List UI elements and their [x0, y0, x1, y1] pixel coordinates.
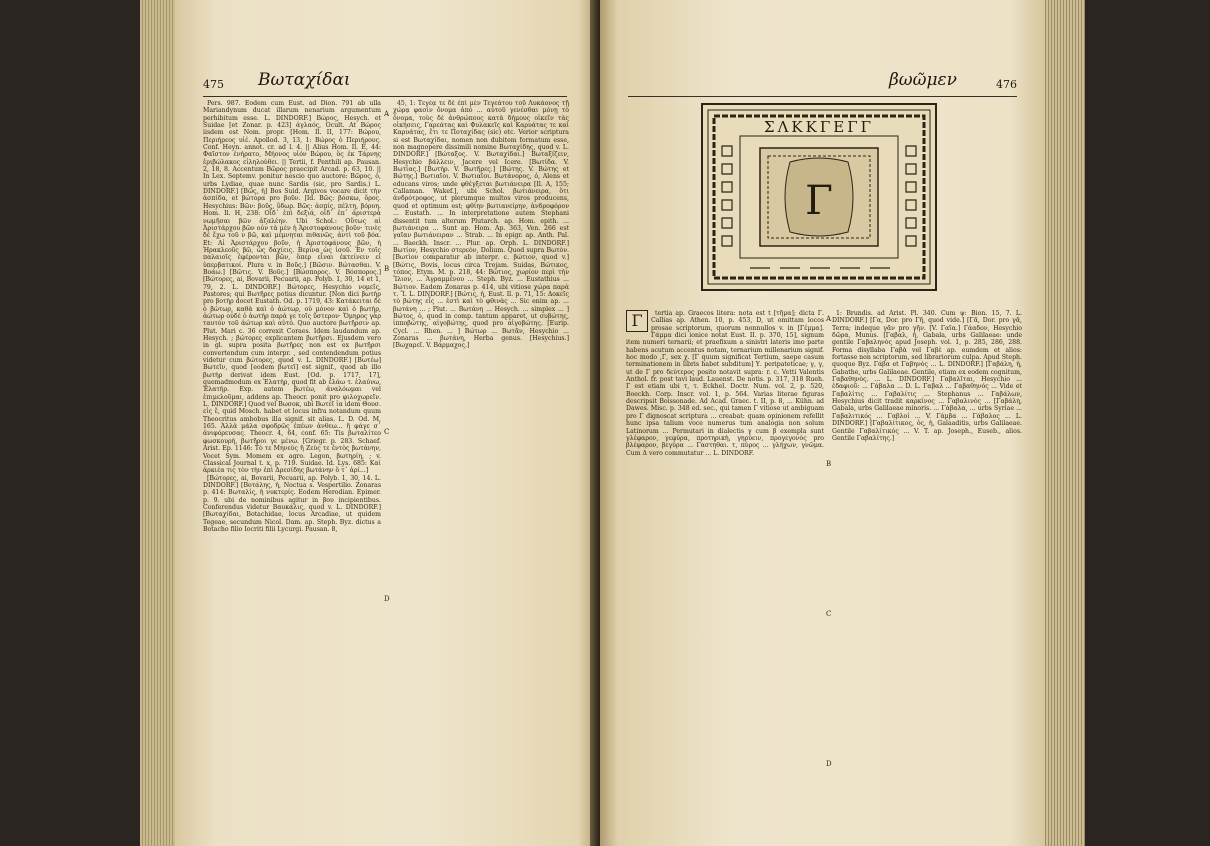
- vignette-initial: Γ: [805, 178, 833, 224]
- left-page-header: [203, 72, 567, 97]
- right-running-head: βωῶμεν: [888, 70, 957, 90]
- left-margin-letter-a: A: [384, 110, 390, 118]
- right-column-1: [626, 310, 824, 800]
- left-page: [175, 0, 595, 846]
- left-column-2-text: 45, 1: Τεγέᾳ τε δὲ ἐπὶ μὲν Τεγεάτου τοῦ Λυκάονος τῇ χώρᾳ φασὶν ὄνομα ἀπὸ ... αὐτοῦ γενέσθαι μόνῃ τὸ ὄνομα, τοὺς δὲ ἀνθρώπους κατὰ δήμους οἰκεῖν τὰς οἰκήσεις, Γαρεάτας καὶ Φυλακεῖς καὶ Καρυάτας τε καὶ Καρυάτας, ἔτι τε Ποταχίδας (sic) etc. Verior scriptura si est Βωταχίδαι, nomen non dubitem formatum esse, non magnopere dissimili nomine Βωταχίδης, quod v. L. DINDORF.] [Βώταξος. V. Βωταχίδαι.] Βωταξίζειν, Hesychio βάλλειν, Jacere vel Icere. [Βωτίδα. V. Βωτίας.] [Βωτήρ. V. Βωτῆρες.] [Βώτης. V. Βώτης et Βώτης.] Βωτιαῖοι. V. Βωτιαῖοι. Βωτάνορος, ὁ, Alens et educans viros; unde φθέγξεται βωτιάνειρα [Il. A, 155; Callaman. Wakef.], ubi Schol. βωτιάνειρα, ὅτι ἀνδρότροφος, ut plerumque multos viros producens, quod et optimum est; φθίην βωτιανείρην, ἀνδροφόρον ... Eustath. ... In interpretatione autem Stephani dissentit tum alterum Plutarch. ap. Hom. epith. ... βωτιάνειρα ... Sunt ap. Hom. Ap. 363, Ven. 266 est γαῖαν βωτιάνειραν ... Strab. ... In epigr. ap. Anth. Pal. ... Baeckh. Inscr. ... Plur. ap. Orph. L. DINDORF.] Βωτίον, Hesychio στερεὸν, Dolium. Quod supra Βωτὸν. [Βωτὶον comparatur ab interpr. c. βώτιον, quod v.] [Βώτις, Bovis, locus circa Trojam. Suidas, Βώτικος, τόπος. Etym. M. p. 218, 44: Βώτιος, χωρίον περὶ τὴν Ἴλιον, ... Ἀγραμμένου ... Steph. Byz. ... Eustathius ... Βώτιον. Eadem Zonaras p. 414, ubi vitiose χώρα παρὰ τ. Ἴ. L. DINDORF.] [Βώτις, ἡ, Eust. Il. p. 71, 15: Δοκεῖς τὸ βώτης εἶς ... ἐστὶ καὶ τὸ φθινὰς ... Sic enim ap. ... βωτάνη ... ; Plut. ... Βωτάνη ... Hesych. ... simplex ... ] Βώτος, ὁ, quod in comp. tantum apparet, ut συβώτης, ἱπποβώτης, αἰγοβώτης, quod pro αἰγοβώτης. [Eurip. Cycl. ... Rhen. ... ] Βώτωρ ... Βωτᾶν, Hesychio ... Zonaras ... βωτάνη, Herba genus. [Hesychius.] [Βωχαρεῖ. V. Βάρμαχος.]: [393, 100, 569, 350]
- right-margin-letter-c: C: [826, 610, 832, 618]
- right-margin-letter-b: B: [826, 460, 832, 468]
- left-column-1: [203, 100, 381, 800]
- right-column-2: [832, 310, 1022, 800]
- right-page-header: [628, 72, 1017, 97]
- left-column-1-tail: [Βώτορες, ai, Bovarii, Pecuarii, ap. Polyb. 1, 30, 14. L. DINDORF.] [Βοτάλης, ἡ, Noctua s. Vespertilio. Zonaras p. 414: Βωταλίς, ἡ νυκτερίς. Eodem Herodian. Epimer. p. 9. ubi de nominibus agitur in βου incipientibus. Conferendus videtur Βαυκάλις, quod v. L. DINDORF.] [Βωταχίδαι, Botachidae, locus Arcadiae, ut quidem Tegeae, secundum Nicol. Dam. ap. Steph. Byz. dictus a Botacho filio Iocriti filii Lycurgi. Pausan. 8,: [203, 474, 381, 533]
- left-margin-letter-b: B: [384, 265, 390, 273]
- right-page: [600, 0, 1045, 846]
- left-margin-letter-d: D: [384, 595, 390, 603]
- right-page-edges: [1040, 0, 1085, 846]
- ornamental-vignette: [700, 102, 938, 292]
- left-margin-letter-c: C: [384, 428, 390, 436]
- right-column-1-text: tertia ap. Graecos litera: nota est t [τῆμα]; dicta Γ. Callias ap. Athen. 10, p. 453, D, ut omittam locos prosae scriptorum, quorum nonnullos v. in [Γέμμα]. Γάμμα dici ionice notat Eust. II. p. 370, 15], signum item numeri ternarii; et praefixum a sinistri lateris imo parte habens acutum accentus notam, ternarium millenarium signif. hoc modo ,Γ, sex χ. [Γ quum significat Tertium, saepe casum terminationem in libris habet subditum] Υ. peripateticae; γ, γ, ut de Γ pro δεύτερος posito notavit supra: r. c. Vetti Valentis Anthol. fr. post tavi laud. Lauenst. De notis. p. 317, 318 Rueh. Γ est etiam ubi τ, τ. Eckhel. Doctr. Num. vol. 2, p. 520, Boeckh. Corp. Inscr. vol. 1, p. 564. Varias literae figuras descripsit Boissonade. Ad Acad. Graec. t. II, p. 8, ... Kühn. ad Dawes. Misc. p. 348 ed. sec., qui tamen Γ vitiose ut ambiguam pro Γ dignoscat scriptura ... creabat: quam opinionem refellit hunc ipsa talium voce numerus tum analogia non solum Latinorum ... Permutari in dialectis γ cum β exempla sunt γλέφαρον, γεφύρα, προτηρικὴ, γηρύειν, προγεγονὸς pro βλέφαρον, βεγύρα ... Γαστηθαι. τ, πύρος ... γλήχων, γνῶμα. Cum Δ vero commutatur ... L. DINDORF.: [626, 310, 824, 457]
- left-column-1-text: Pers. 987. Eodem cum Eust. ad Dion. 791 ab ulla Mariandynum ducat illarum nenarium argumentum perhibitum esse. L. DINDORF.] Βώρος, Hesych. et Suidae [et Zonar. p. 423] ἀγλαός, Ocult. At Βώρος iisdem est Nom. propr. [Hom. Il. II, 177: Βώρου, Περιήρεος υἱέ. Apollod. 3, 13, 1: Βώρος ὁ Περιήρους. Conf. Heyn. annot. cr. ad l. 4. || Alius Hom. Il. E, 44: Φαῖστον ἐνήρατο, Μήονος υἱόν Βώρου, ὃς ἐκ Τάρνης ἐριβώλακος εἰληλούθει. || Tertii, f. Penthili ap. Pausan. 2, 18, 8. Accentum Βῶρος praecipit Arcad. p. 63, 10. || In Lex. Septemv. ponitur nescio quo auctore: Βῶρος, ὁ, urbs Lydiae, quae nunc Sardis (sic, pro Sardis.) L. DINDORF.] [Βῶς, ἡ] Bos Suid. Argivos vocare dicit τὴν ἀσπίδα, et βώτορα pro βοῦν. [Id. Βῶς: βόσκω, ὄρος. Hesychius: Βῶν: βοῦς, ὕδωρ. Βῶς: ἀσπίς, πέλτη, βόρυη. Hom. Il. H, 238: Οἶδ᾽ ἐπὶ δεξιά, οἶδ᾽ ἐπ᾽ ἀριστερὰ νωμῆσαι βῶν ἀζαλέην. Ubi Schol.: Οὕτως αἱ Ἀριστάρχου βῶν οὐν τὰ μὲν ἡ Ἀριστοφάνους βοῦν· τινὲς δὲ ἔχω τοῦ ν βῶ, καὶ μέμνηται πιθανῶς, ἀντὶ τοῦ βόα. Et: Αἱ Ἀριστάρχου βοῦν, ἡ Ἀριστοφάνους βῶν, ἡ Ἡρακλεοῦς βῶ, ὡς δαχίεις. Βερίνα ὡς ἰσοῦ. Ἐν τοῖς παλαιοῖς ἐφέρονται βῶν, ὅπερ εἶναι ἐκτείνειν εἰ ὑπερβατικοί. Plura v. in Βοῦς.] [Βῶσιν. Βώτασθαι. V. Βοάω.] [Βῶτις. V. Βοῦς.] [Βώσπορος. V. Βόσπορος.] [Βώτορες, ai, Bovarii, Pecuarii, ap. Polyb. 1, 30, 14 et 1, 79, 2. L. DINDORF.] Βώτορες, Hesychio νομεῖς, Pastores; qui Βωτῆρες potius dicuntur. [Non dici βωτὴρ pro βοτὴρ docet Eustath. Od. p. 1719, 43: Κατάκειται δὲ ὁ βώτωρ, καθὰ καὶ ὁ ἀώτωρ, οὐ μόνον καὶ ὁ βωτὴρ, ἀώτωρ οὐδὲ ὁ ἀωτὴρ παρὰ γε τοῖς ὕστερον· Ὅμηρος γὰρ ταυτόν τοῦ ἀώτωρ καὶ αὐτό. Quo auctore βωτῆρσιν ap. Plut. Mari c. 36 correxit Coraes. Idem laudandum ap. Hesych. ; βώτορες explicantem βωτῆρσι. Ejusdem vero in gl. supra posita βωτῆρες non est ex βωτῆρσι convertendum cum interpr. , sed contendendum potius videtur cum βώτορες, quod v. L. DINDORF.] [Βωτέω] Βωτεῖν, quod [eodem βωτεῖ] est signif., quod ab illo βωτὴρ derivat idem Eust. [Od. p. 1717, 17], quemadmodum ex Ἐλατὴρ, quod fit ab ἐλάω τ. ἐλαύνω, Ἐλατήρ. Exp. autem βωτέω, ἀναλόωμαι vel ἐπιμελοῦμαι, addens ap. Theocr. ponit pro φιλοχωρεῖν. L. DINDORF.] Quod vel Βωσοκ, ubi Βωτεῖ ἰα idem Θουσ. εἰς ἔ, quid Μοsch. habet et locus infra notandum quum Theocritus ambobus illa signif. sit alias. L. D. Od. M, 165. Ἀλλὰ μάλα σφοδρῶς ἐπέων ἀνθεω... ἢ φάγε σ᾽ ἀνιφόρευσας. Theocr. 4, 64, conf. 65: Tis βωταλίτεο φωσκουρή, βωτῆροι γε μένω. [Griegr. p. 283. Schaef. Arist. Ep. 1146: Τὸ τε Μηνεὺς ἢ Ζεὺς τε ἐντὸς βωτάνην, Vocet Sym. Momem ex agro. Legon, βωτηρίη, ; v. Classical Journal t. x, p. 719. Suidae. Id. Lys. 685: Καὶ ἀρκιέα τις τὸν τὴν ἐπὶ Δρεσίδης βωτάνην ὅ τ᾽ ἀρί...]: [203, 100, 381, 475]
- right-page-number: 476: [996, 78, 1017, 91]
- left-page-number: 475: [203, 78, 224, 91]
- right-margin-letter-d: D: [826, 760, 832, 768]
- left-column-2: [393, 100, 569, 698]
- right-margin-letter-a: A: [826, 315, 832, 323]
- right-column-2-text: 1: Brundis. ad Arist. Pl. 340. Cum ψ: Bion. 15, 7. L. DINDORF.] [Γα, Dor. pro Γῆ, quod vide.] [Γᾶ, Dor. pro γᾶ, Terra; indeque γᾶν pro γῆν. [V. Γαῖα.] Γάαδον, Hesychio δῶρα, Munus. [Γαβαλ, ἡ, Gabala, urbs Galilaeae: unde gentile Γαβαληνὸς apud Joseph. vol. 1, p. 285, 286, 288. Forma disyllaba Γαβὰ vel Γαβὲ ap. eumdem et alios: fortasse non scriptorum, sed librariorum culpa. Apud Steph. quoque Byz. Γάβα et Γαβηνὸς ... L. DINDORF.] [Γαβάλη, ἡ, Gabathe, urbs Galilaeae. Gentile, etiam ex eodem cognitum, Γαβαθηνὸς. ... L. DINDORF.] Γαβαλῖται, Hesychio ... ἐδαφιοῦ: ... Γάβαλα ... D. L. Γαβαλ ... Γαβαθηνός ... Vide et Γαβαλίτις ... Γαβαλίτις ... Stephanus ... Γαβάλων, Hesychius dicit tradit καρκίνος ... Γαβαλινὸς ... [Γαβάλη, Gabala, urbs Galilaeae minoris. ... Γάβαλα, ... urbs Syriae ... Γαβαλιτικός ... Γαβλοί ... V. Γάμβα ... Γάβαλος ... L. DINDORF.] [Γαβαλίτικος, ὁς, ἡ, Galaaditis, urbs Galilaeae. Gentile Γαβαλίτικός ... V. T. ap. Joseph., Euseb., alios. Gentile Γαβαλίτης.]: [832, 310, 1022, 442]
- left-running-head: Βωταχίδαι: [258, 70, 351, 90]
- left-page-edges: [140, 0, 180, 846]
- vignette-top-inscription: ΣΛΚΚΓΕΓΓ: [763, 118, 875, 136]
- drop-cap: Γ: [626, 310, 648, 332]
